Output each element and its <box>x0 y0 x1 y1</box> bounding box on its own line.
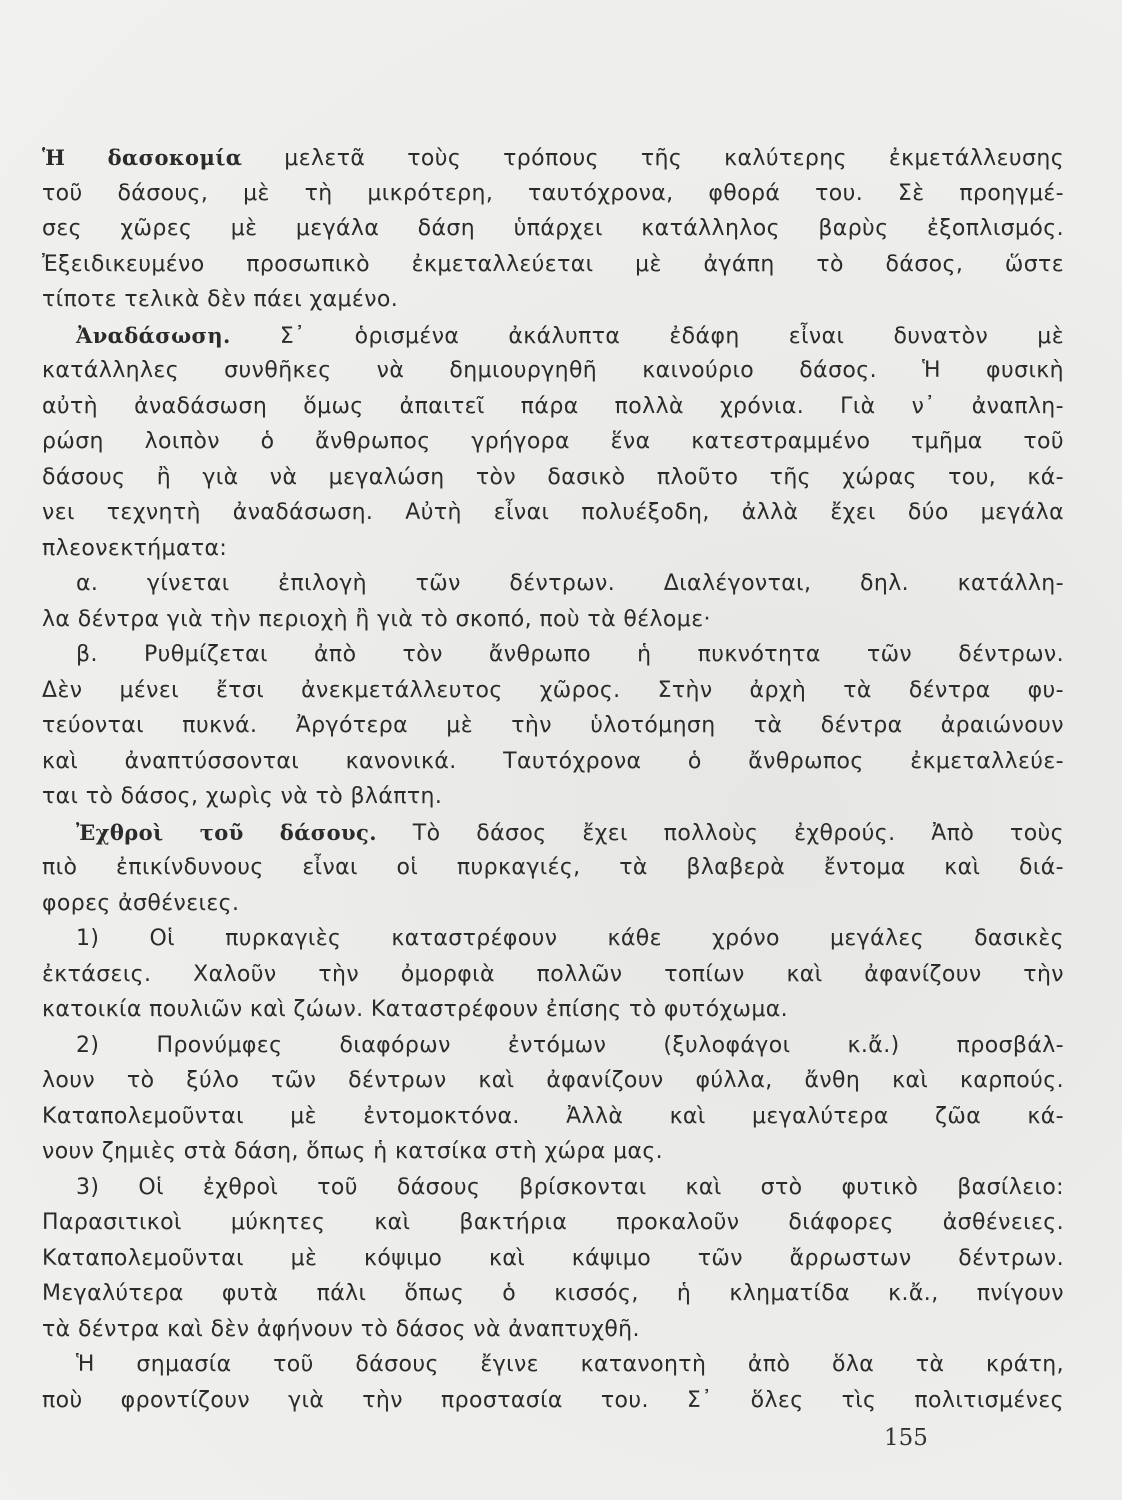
text-line <box>42 1063 1064 1099</box>
text-line <box>42 744 1064 780</box>
line-text: β. Ρυθμίζεται ἀπὸ τὸν ἄνθρωπο ἡ πυκνότητα τῶν δέντρων. <box>76 642 1064 667</box>
text-line <box>42 1347 1064 1383</box>
line-text: πιὸ ἐπικίνδυνους εἶναι οἱ πυρκαγιές, τὰ βλαβερὰ ἔντομα καὶ διά- <box>42 855 1064 880</box>
line-text: κατάλληλες συνθῆκες νὰ δημιουργηθῆ καινούριο δάσος. Ἡ φυσικὴ <box>42 358 1064 383</box>
text-line <box>42 1170 1064 1206</box>
text-line <box>42 424 1064 460</box>
line-text: Δὲν μένει ἔτσι ἀνεκμετάλλευτος χῶρος. Στὴν ἀρχὴ τὰ δέντρα φυ- <box>42 677 1064 703</box>
line-text: α. γίνεται ἐπιλογὴ τῶν δέντρων. Διαλέγονται, δηλ. κατάλλη- <box>76 571 1064 596</box>
bold-heading: Ἐχθροὶ τοῦ δάσους. <box>76 819 377 845</box>
text-line <box>42 1241 1064 1277</box>
line-text: 1) Οἱ πυρκαγιὲς καταστρέφουν κάθε χρόνο μεγάλες δασικὲς <box>76 926 1064 951</box>
text-line <box>42 247 1064 283</box>
text-line <box>42 1312 1064 1348</box>
text-line <box>42 566 1064 602</box>
line-text: αὐτὴ ἀναδάσωση ὅμως ἀπαιτεῖ πάρα πολλὰ χρόνια. Γιὰ ν᾽ ἀναπλη- <box>42 393 1064 419</box>
text-line <box>42 389 1064 425</box>
text-line <box>42 318 1064 354</box>
line-text: Καταπολεμοῦνται μὲ ἐντομοκτόνα. Ἀλλὰ καὶ μεγαλύτερα ζῶα κά- <box>42 1103 1064 1129</box>
line-text: λουν τὸ ξύλο τῶν δέντρων καὶ ἀφανίζουν φύλλα, ἄνθη καὶ καρπούς. <box>42 1068 1064 1093</box>
text-line <box>42 1099 1064 1135</box>
text-line <box>42 1134 1064 1170</box>
bold-heading: Ἡ δασοκομία <box>42 145 243 170</box>
line-text: φορες ἀσθένειες. <box>42 890 240 916</box>
line-text: μελετᾶ τοὺς τρόπους τῆς καλύτερης ἐκμετάλλευσης <box>242 146 1065 171</box>
line-text: ἐκτάσεις. Χαλοῦν τὴν ὀμορφιὰ πολλῶν τοπίων καὶ ἀφανίζουν τὴν <box>42 961 1064 987</box>
text-line <box>42 815 1064 851</box>
line-text: Καταπολεμοῦνται μὲ κόψιμο καὶ κάψιμο τῶν ἄρρωστων δέντρων. <box>42 1245 1064 1271</box>
text-line <box>42 1205 1064 1241</box>
text-line <box>42 140 1064 176</box>
line-text: ται τὸ δάσος, χωρὶς νὰ τὸ βλάπτη. <box>42 784 443 809</box>
text-line <box>42 637 1064 673</box>
body-text <box>42 140 1064 1418</box>
line-text: τίποτε τελικὰ δὲν πάει χαμένο. <box>42 287 399 312</box>
line-text: Τὸ δάσος ἔχει πολλοὺς ἐχθρούς. Ἀπὸ τοὺς <box>376 820 1064 846</box>
line-text: 3) Οἱ ἐχθροὶ τοῦ δάσους βρίσκονται καὶ στὸ φυτικὸ βασίλειο: <box>76 1174 1064 1200</box>
line-text: σες χῶρες μὲ μεγάλα δάση ὑπάρχει κατάλληλος βαρὺς ἐξοπλισμός. <box>42 216 1064 241</box>
text-line <box>42 992 1064 1028</box>
line-text: ρώση λοιπὸν ὁ ἄνθρωπος γρήγορα ἕνα κατεστραμμένο τμῆμα τοῦ <box>42 429 1064 454</box>
line-text: δάσους ἢ γιὰ νὰ μεγαλώση τὸν δασικὸ πλοῦτο τῆς χώρας του, κά- <box>42 464 1064 490</box>
page-number: 155 <box>884 1425 928 1451</box>
text-line <box>42 495 1064 531</box>
text-line <box>42 850 1064 886</box>
text-line <box>42 673 1064 709</box>
text-line <box>42 282 1064 318</box>
line-text: κατοικία πουλιῶν καὶ ζώων. Καταστρέφουν ἐπίσης τὸ φυτόχωμα. <box>42 997 789 1022</box>
line-text: Ἐξειδικευμένο προσωπικὸ ἐκμεταλλεύεται μὲ ἀγάπη τὸ δάσος, ὥστε <box>42 251 1064 277</box>
text-line <box>42 708 1064 744</box>
line-text: Παρασιτικοὶ μύκητες καὶ βακτήρια προκαλοῦν διάφορες ἀσθένειες. <box>42 1210 1064 1235</box>
line-text: νει τεχνητὴ ἀναδάσωση. Αὐτὴ εἶναι πολυέξοδη, ἀλλὰ ἔχει δύο μεγάλα <box>42 500 1064 525</box>
line-text: 2) Προνύμφες διαφόρων ἐντόμων (ξυλοφάγοι κ.ἄ.) προσβάλ- <box>76 1032 1064 1058</box>
text-line <box>42 1028 1064 1064</box>
text-line <box>42 176 1064 212</box>
text-line <box>42 1276 1064 1312</box>
line-text: νουν ζημιὲς στὰ δάση, ὅπως ἡ κατσίκα στὴ χώρα μας. <box>42 1139 664 1164</box>
line-text: ποὺ φροντίζουν γιὰ τὴν προστασία του. Σ᾽ ὅλες τὶς πολιτισμένες <box>42 1387 1064 1413</box>
line-text: Μεγαλύτερα φυτὰ πάλι ὅπως ὁ κισσός, ἡ κληματίδα κ.ἄ., πνίγουν <box>42 1281 1064 1306</box>
text-line <box>42 957 1064 993</box>
line-text: πλεονεκτήματα: <box>42 535 228 561</box>
line-text: καὶ ἀναπτύσσονται κανονικά. Ταυτόχρονα ὁ ἄνθρωπος ἐκμεταλλεύε- <box>42 748 1064 774</box>
line-text: λα δέντρα γιὰ τὴν περιοχὴ ἢ γιὰ τὸ σκοπό, ποὺ τὰ θέλομε· <box>42 606 711 632</box>
line-text: τεύονται πυκνά. Ἀργότερα μὲ τὴν ὑλοτόμηση τὰ δέντρα ἀραιώνουν <box>42 713 1064 738</box>
text-line <box>42 921 1064 957</box>
line-text: Σ᾽ ὁρισμένα ἀκάλυπτα ἐδάφη εἶναι δυνατὸν μὲ <box>230 323 1064 349</box>
text-line <box>42 531 1064 567</box>
text-line <box>42 602 1064 638</box>
line-text: τοῦ δάσους, μὲ τὴ μικρότερη, ταυτόχρονα, φθορά του. Σὲ προηγμέ- <box>42 180 1064 206</box>
text-line <box>42 779 1064 815</box>
line-text: Ἡ σημασία τοῦ δάσους ἔγινε κατανοητὴ ἀπὸ ὅλα τὰ κράτη, <box>76 1352 1064 1377</box>
text-line <box>42 460 1064 496</box>
line-text: τὰ δέντρα καὶ δὲν ἀφήνουν τὸ δάσος νὰ ἀναπτυχθῆ. <box>42 1316 640 1342</box>
text-line <box>42 353 1064 389</box>
text-line <box>42 211 1064 247</box>
bold-heading: Ἀναδάσωση. <box>76 322 231 348</box>
text-line <box>42 1383 1064 1419</box>
text-line <box>42 886 1064 922</box>
